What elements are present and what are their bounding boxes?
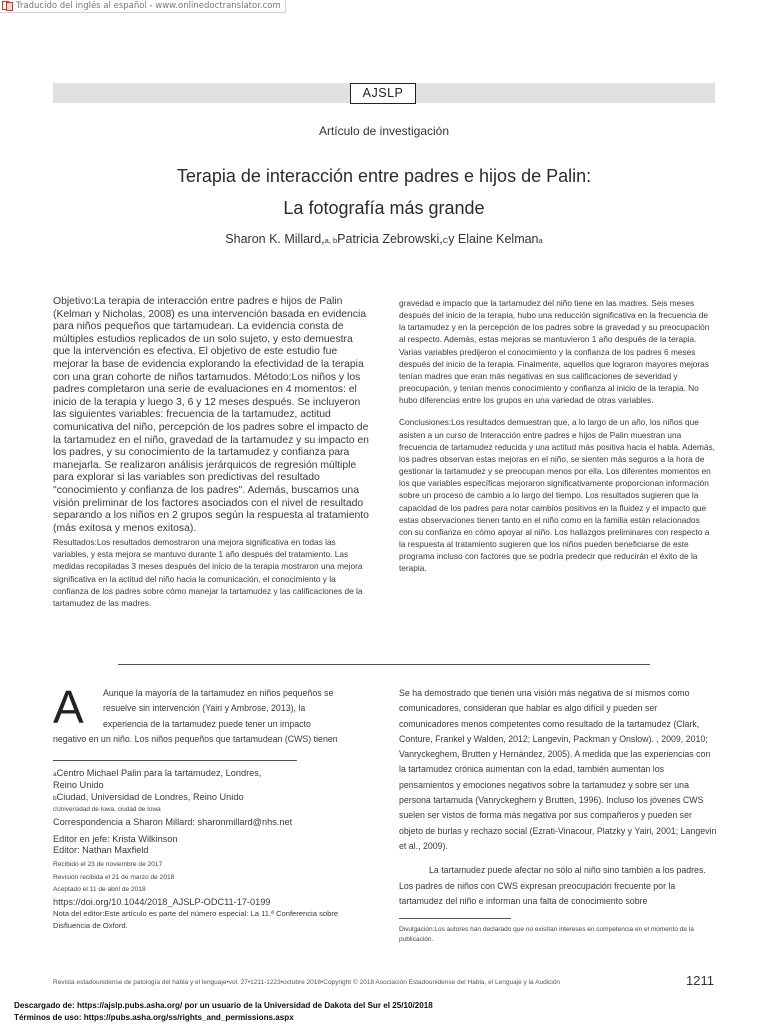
affiliation-mark: b [53,794,57,802]
intro-line: resuelve sin intervención (Yairi y Ambrose, 2013), la [103,703,306,714]
affiliation-c: cUniversidad de Iowa, ciudad de Iowa [53,806,161,814]
accepted-date: Aceptado el 11 de abril de 2018 [53,886,146,894]
intro-line: negativo en un niño. Los niños pequeños que tartamudean (CWS) tienen [53,733,338,744]
abstract-purpose-method: Objetivo:La terapia de interacción entre padres e hijos de Palin (Kelman y Nicholas, 2008) es una intervención basada en evidencia para niños pequeños que tartamudean. La evidencia consta de múltiples estudios replicados de un solo sujeto, y esto demuestra que la intervención es efectiva. El objetivo de este estudio fue mejorar la base de evidencia explorando la efectividad de la terapia con una gran cohorte de niños tartamudos. Método:Los niños y los padres completaron una serie de evaluaciones en 4 momentos: el inicio de la terapia y luego 3, 6 y 12 meses después. Se incluyeron las siguientes variables: frecuencia de la tartamudez, actitud comunicativa del niño, percepción de los padres sobre el impacto de la tartamudez en el niño, gravedad de la tartamudez y su impacto en los padres, y su conocimiento de la tartamudez y confianza para manejarla. Se realizaron análisis jerárquicos de regresión múltiple para explorar si las variables son predictivas del resultado "conocimiento y confianza de los padres". Además, buscamos una visión preliminar de los factores asociados con el nivel de resultado separando a los niños en 2 grupos según la respuesta al tratamiento (más exitosa y menos exitosa). [53,296,369,534]
footnote-rule [53,760,297,761]
author-name: Sharon K. Millard, [225,232,325,246]
abstract-right-column [399,297,715,574]
downloaded-from[interactable]: Descargado de: https://ajslp.pubs.asha.org/ por un usuario de la Universidad de Dakota del Sur el 25/10/2018 [14,1001,433,1010]
affiliation-b: bCiudad, Universidad de Londres, Reino Unido [53,791,244,802]
journal-footer: Revista estadounidense de patología del habla y el lenguaje•vol. 27•1211-1223•octubre 2018•Copyright © 2018 Asociación Estadounidense del Habla, el Lenguaje y la Audición [53,979,561,986]
author-list [0,232,768,246]
affiliation-mark: a [53,771,57,778]
body-right-column [399,686,717,909]
footnotes [53,768,373,932]
received-date: Recibido el 23 de noviembre de 2017 [53,861,163,869]
author-affiliation: a, b [324,236,338,245]
article-title [0,160,768,224]
history-dates [53,859,373,897]
translator-text[interactable]: Traducido del inglés al español - www.onlinedoctranslator.com [16,1,281,11]
body-paragraph: La tartamudez puede afectar no sólo al niño sino también a los padres. Los padres de niños con CWS expresan preocupación frecuente por la tartamudez del niño e informan una falta de conocimiento sobre [399,865,706,906]
article-type: Artículo de investigación [318,124,450,138]
abstract-results-continued: gravedad e impacto que la tartamudez del niño tiene en las madres. Seis meses después del inicio de la terapia, hubo una reducción significativa en la frecuencia de la tartamudez y en la percepción de los padres sobre la gravedad y su preocupación al respecto. Además, estas mejoras se mantuvieron 1 año después de la terapia. Varias variables predijeron el conocimiento y la confianza de los padres 6 meses después del inicio de la terapia. Finalmente, aquellos que lograron mayores mejoras tenían madres que eran más negativas en sus calificaciones de severidad y preocupación, y tenían menos conocimiento y confianza al inicio de la terapia. No hubo diferencias entre los grupos en una variedad de otras variables. [399,298,710,406]
author-affiliation: C [442,236,449,245]
body-paragraph: Se ha demostrado que tienen una visión más negativa de sí mismos como comunicadores, consideran que hablar es algo difícil y pueden ser comunicadores menos competentes como resultado de la tartamudez (Clark, Conture, Frankel y Walden, 2012; Langevin, Packman y Onslow). , 2009, 2010; Vanryckeghem, Brutten y Hernández, 2005). A medida que las experiencias con la tartamudez crónica aumentan con la edad, también aumentan los pensamientos y emociones negativos sobre la tartamudez y sobre ser una persona tartamuda (Vanryckeghem y Brutten, 1996). Incluso los jóvenes CWS suelen ser vistos de forma más negativa por sus compañeros y pueden ser objeto de burlas y rechazo social (Ezrati-Vinacour, Platzky y Yairi, 2001; Langevin et al., 2009). [399,688,717,851]
title-line-1: Terapia de interacción entre padres e hijos de Palin: [176,166,592,186]
drop-cap: A [53,681,84,733]
author-name: Patricia Zebrowski, [337,232,443,246]
page-number: 1211 [686,973,714,988]
affiliation-a: aCentro Michael Palin para la tartamudez, Londres, [53,768,262,778]
author-name: y Elaine Kelman [448,232,539,246]
intro-line: experiencia de la tartamudez puede tener un impacto [103,718,311,729]
doi-link[interactable]: https://doi.org/10.1044/2018_AJSLP-ODC11-17-0199 [53,896,271,907]
revision-date: Revisión recibida el 21 de marzo de 2018 [53,873,175,881]
disclosure: Divulgación:Los autores han declarado que no existían intereses en competencia en el momento de la publicación. [399,926,694,943]
download-notice [14,1000,754,1023]
abstract-separator [118,664,650,665]
abstract-conclusions: Conclusiones:Los resultados demuestran que, a lo largo de un año, los niños que asisten a un curso de Interacción entre padres e hijos de Palin muestran una frecuencia de tartamudez reducida y una actitud más positiva hacia el habla. Además, los padres observan estas mejoras en el niño, se sienten más seguros a la hora de gestionar la tartamudez y se preocupan menos por ella. Los diferentes momentos en los que variables específicas mejoraron significativamente proporcionan información sobre un proceso de cambio a lo largo del tiempo. Los resultados sugieren que la capacidad de los padres para notar cambios positivos en la fluidez y el impacto que estas observaciones tienen tanto en el niño como en la familia están relacionados con su confianza en cómo apoyar al niño. Los hallazgos preliminares con respecto a la respuesta al tratamiento sugieren que los niños pueden beneficiarse de este programa incluso con factores que se podría predecir que reducirán el éxito de la terapia. [399,417,715,574]
editor: Editor: Nathan Maxfield [53,845,149,856]
affiliation-a-continued: Reino Unido [53,780,104,791]
editor-note: Nota del editor:Este artículo es parte del número especial: La 11.ª Conferencia sobre Disfluencia de Oxford. [53,909,339,931]
intro-line: Aunque la mayoría de la tartamudez en niños pequeños se [103,688,334,698]
body-left-column [53,681,371,747]
journal-abbreviation: AJSLP [350,83,416,104]
editor-in-chief: Editor en jefe: Krista Wilkinson [53,833,178,844]
document-translate-icon [2,1,14,11]
author-affiliation: a [538,236,543,245]
title-line-2: La fotografía más grande [283,198,485,218]
disclosure-rule [399,918,511,919]
terms-of-use[interactable]: Términos de uso: https://pubs.asha.org/ss/rights_and_permissions.aspx [14,1012,294,1022]
translator-banner[interactable] [0,0,286,13]
abstract-left-column [53,296,371,609]
correspondence[interactable]: Correspondencia a Sharon Millard: sharonmillard@nhs.net [53,817,293,828]
abstract-results: Resultados:Los resultados demostraron una mejora significativa en todas las variables, y esta mejora se mantuvo durante 1 año después del tratamiento. Las medidas recopiladas 3 meses después del inicio de la terapia mostraron una mejora significativa en la actitud del niño hacia la comunicación, el conocimiento y la confianza de los padres sobre cómo manejar la tartamudez y las calificaciones de la tartamudez de las madres. [53,537,363,608]
